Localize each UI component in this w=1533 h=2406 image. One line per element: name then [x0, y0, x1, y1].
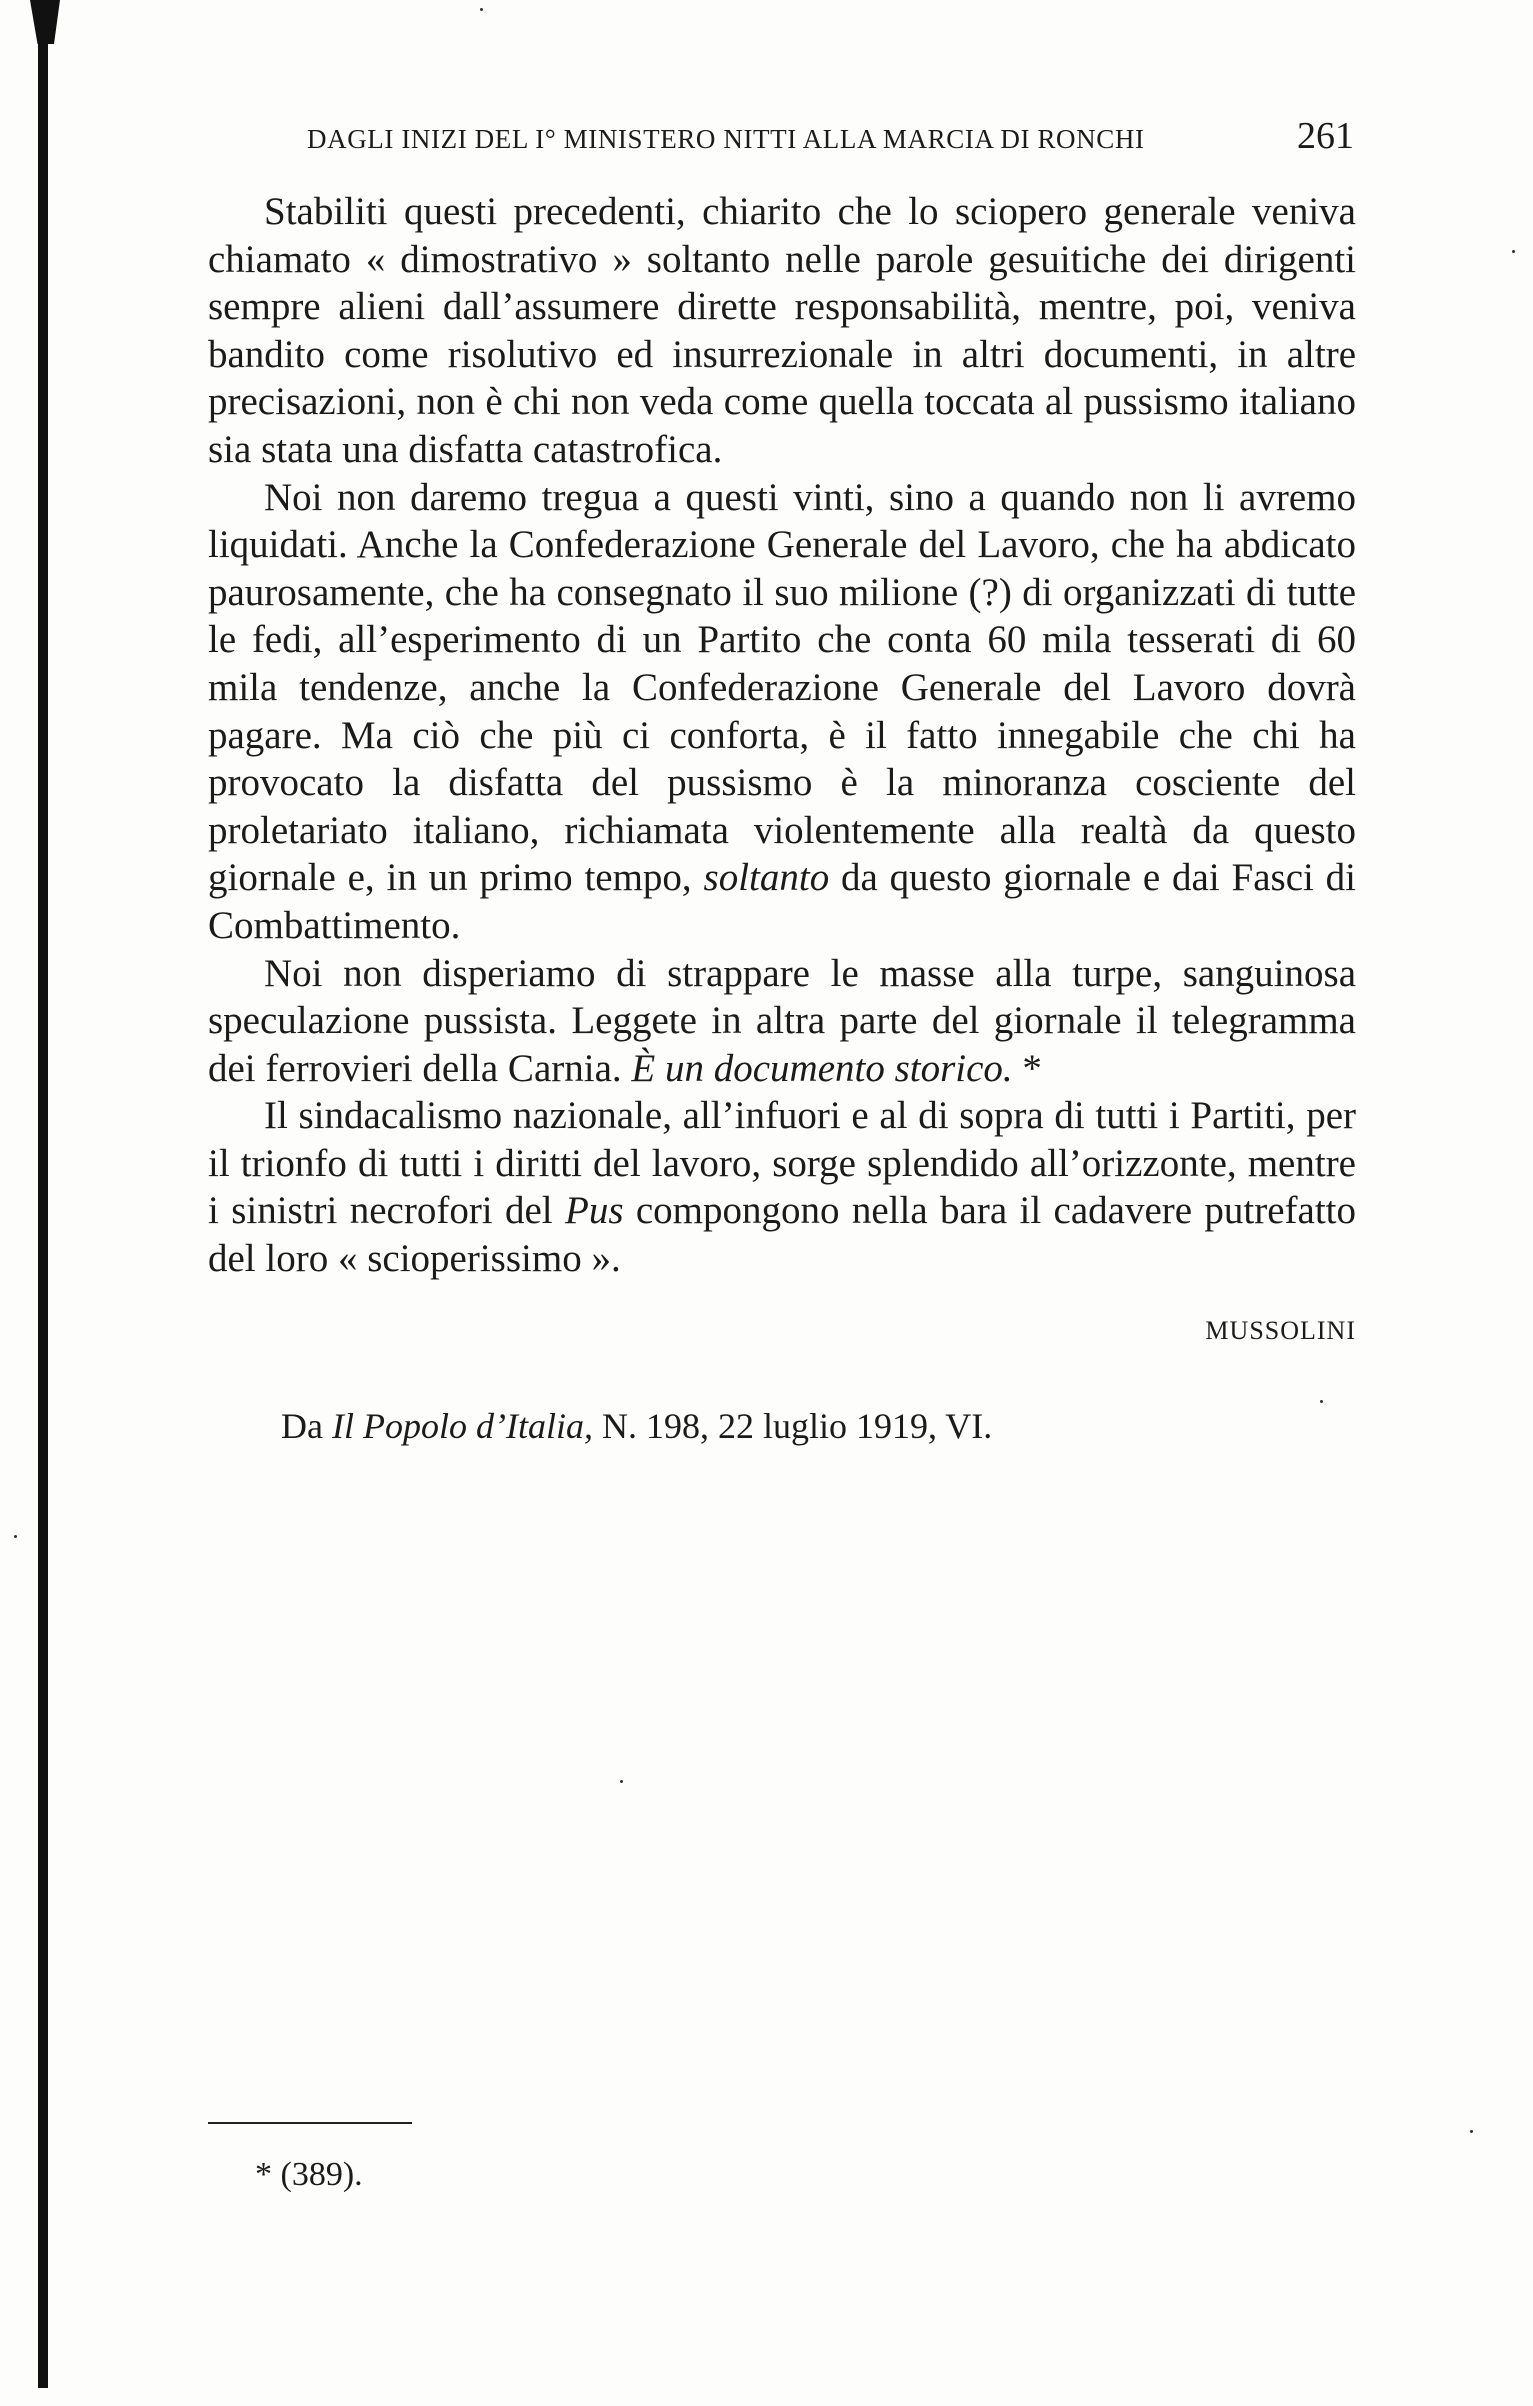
page-number: 261	[1297, 115, 1354, 157]
paragraph-2-text: Noi non daremo tregua a questi vinti, sino a quando non li avremo liquidati. Anche la Confederazione Generale del Lavoro, che ha abdicato paurosamente, che ha consegnato il suo milione (?) di organizzati di tutte le fedi, all’esperimento di un Partito che conta 60 mila tesserati di 60 mila tendenze, anche la Confederazione Generale del Lavoro dovrà pagare. Ma ciò che più ci conforta, è il fatto innegabile che chi ha provocato la disfatta del pussismo è la minoranza cosciente del proletariato italiano, richiamata violentemente alla realtà da questo giornale e, in un primo tempo,	[208, 475, 1356, 900]
paragraph-1	[208, 188, 1356, 474]
paragraph-3-tail: *	[1022, 1046, 1042, 1090]
paragraph-2-tail: da questo giornale e dai Fasci di Combattimento.	[208, 856, 1356, 947]
binding-edge	[38, 8, 48, 2388]
footnote: * (389).	[255, 2156, 363, 2193]
paragraph-3	[208, 950, 1356, 1093]
scan-speck	[14, 1535, 17, 1538]
scan-speck	[1470, 2130, 1473, 2133]
paragraph-4	[208, 1092, 1356, 1282]
scan-speck	[480, 8, 483, 11]
paragraph-2-italic: soltanto	[703, 856, 830, 900]
source-citation	[281, 1405, 992, 1447]
paragraph-3-text: Noi non disperiamo di strappare le masse alla turpe, sanguinosa speculazione pussista. Leggete in altra parte del giornale il telegramma dei ferrovieri della Carnia.	[208, 951, 1356, 1090]
paragraph-3-italic: È un documento storico.	[631, 1046, 1013, 1090]
running-head	[307, 114, 1354, 162]
body-text	[208, 188, 1356, 1283]
signature: MUSSOLINI	[1205, 1316, 1356, 1345]
scan-speck	[1320, 1400, 1323, 1403]
source-publication: Il Popolo d’Italia,	[331, 1406, 593, 1446]
scan-speck	[620, 1780, 623, 1783]
source-prefix: Da	[281, 1406, 323, 1446]
running-head-title: DAGLI INIZI DEL I° MINISTERO NITTI ALLA MARCIA DI RONCHI	[307, 124, 1145, 154]
paragraph-4-italic: Pus	[565, 1189, 624, 1233]
paragraph-4-text: Il sindacalismo nazionale, all’infuori e al di sopra di tutti i Partiti, per il trionfo di tutti i diritti del lavoro, sorge splendido all’orizzonte, mentre i sinistri necrofori del	[208, 1094, 1356, 1233]
paragraph-4-tail: compongono nella bara il cadavere putrefatto del loro « scioperissimo ».	[208, 1189, 1357, 1281]
scan-speck	[1512, 250, 1515, 253]
source-details: N. 198, 22 luglio 1919, VI.	[601, 1406, 993, 1446]
paragraph-2	[208, 474, 1356, 950]
paragraph-1-text: Stabiliti questi precedenti, chiarito che lo sciopero generale veniva chiamato « dimostrativo » soltanto nelle parole gesuitiche dei dirigenti sempre alieni dall’assumere dirette responsabilità, mentre, poi, veniva bandito come risolutivo ed insurrezionale in altri documenti, in altre precisazioni, non è chi non veda come quella toccata al pussismo italiano sia stata una disfatta catastrofica.	[208, 190, 1356, 471]
footnote-divider	[208, 2122, 412, 2124]
